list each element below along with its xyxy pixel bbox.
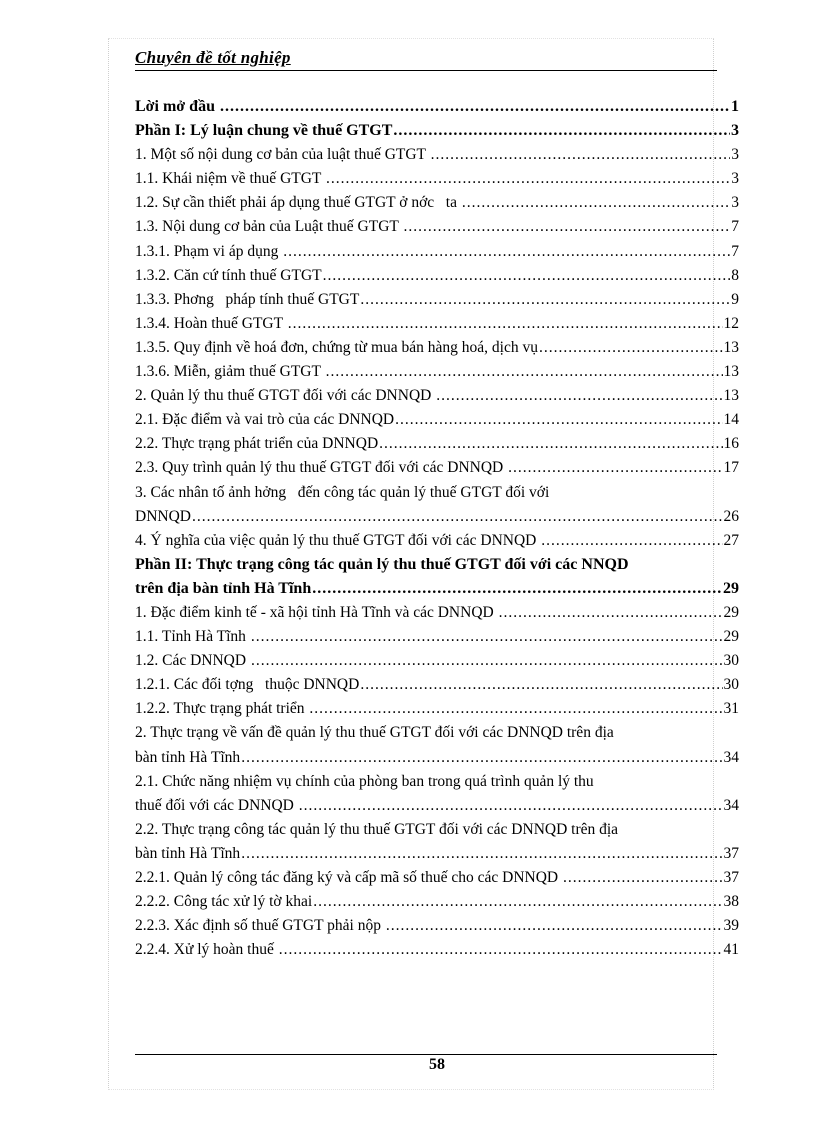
toc-dot-leader [309, 697, 722, 721]
toc-dot-leader [313, 890, 722, 914]
toc-entry-continued-line[interactable]: 3. Các nhân tố ảnh hởng đến công tác quản lý thuế GTGT đối với [135, 483, 550, 501]
toc-entry-title: 2.2.2. Công tác xử lý tờ khai [135, 893, 313, 911]
toc-entry-title: thuế đối với các DNNQD [135, 796, 298, 814]
toc-entry[interactable] [135, 529, 739, 553]
toc-entry-page: 3 [731, 170, 739, 188]
toc-entry-title: 1.2.2. Thực trạng phát triển [135, 700, 309, 718]
toc-dot-leader [403, 215, 730, 239]
toc-entry[interactable] [135, 336, 739, 360]
toc-entry[interactable] [135, 408, 739, 432]
page-header [135, 48, 717, 71]
toc-entry-title: 2.1. Đặc điểm và vai trò của các DNNQD [135, 411, 395, 429]
toc-entry-page: 3 [731, 146, 739, 164]
toc-entry-page: 9 [731, 290, 739, 308]
toc-entry-title: 2.2. Thực trạng phát triển của DNNQD [135, 435, 379, 453]
toc-entry-title: 2.2.1. Quản lý công tác đăng ký và cấp mã số thuế cho các DNNQD [135, 869, 562, 886]
toc-dot-leader [563, 866, 723, 890]
toc-entry-page: 37 [723, 844, 739, 862]
toc-entry-page: 29 [723, 628, 739, 646]
toc-entry-continued-line[interactable]: Phần II: Thực trạng công tác quản lý thu thuế GTGT đối với các NNQD [135, 555, 629, 573]
toc-dot-leader [541, 529, 722, 553]
toc-entry[interactable] [135, 312, 739, 336]
toc-entry-page: 16 [723, 435, 739, 453]
toc-entry[interactable] [135, 240, 739, 264]
toc-entry-page: 38 [723, 893, 739, 911]
toc-entry-title: 1.3.2. Căn cứ tính thuế GTGT [135, 266, 322, 284]
toc-entry-title: DNNQD [135, 507, 191, 525]
toc-entry-title: bàn tỉnh Hà Tĩnh [135, 844, 241, 862]
toc-dot-leader [539, 336, 723, 360]
toc-entry[interactable] [135, 625, 739, 649]
toc-dot-leader [241, 746, 722, 770]
toc-entry[interactable] [135, 95, 739, 119]
toc-entry[interactable] [135, 746, 739, 770]
toc-entry[interactable] [135, 673, 739, 697]
toc-entry-page: 41 [723, 941, 739, 959]
toc-entry[interactable] [135, 842, 739, 866]
toc-entry-page: 29 [723, 603, 739, 621]
toc-entry-page: 26 [723, 507, 739, 525]
toc-entry-title: 1.3.1. Phạm vi áp dụng [135, 242, 283, 260]
toc-entry[interactable] [135, 215, 739, 239]
toc-entry-title: 1.2. Các DNNQD [135, 652, 250, 670]
toc-entry-page: 3 [731, 194, 739, 212]
toc-entry-title: 1.1. Tỉnh Hà Tĩnh [135, 628, 250, 646]
toc-entry-page: 13 [723, 338, 739, 356]
toc-entry-title: 1.3.5. Quy định về hoá đơn, chứng từ mua bán hàng hoá, dịch vụ [135, 338, 538, 356]
toc-dot-leader [499, 601, 723, 625]
toc-entry[interactable] [135, 890, 739, 914]
toc-entry-title: trên địa bàn tỉnh Hà Tĩnh [135, 579, 312, 597]
footer-page-number: 58 [429, 1056, 445, 1073]
toc-entry[interactable] [135, 505, 739, 529]
toc-entry-title: 2.2.4. Xử lý hoàn thuế [135, 941, 278, 959]
toc-dot-leader [279, 938, 723, 962]
toc-entry[interactable] [135, 360, 739, 384]
toc-entry[interactable] [135, 167, 739, 191]
toc-entry-continued-line[interactable]: 2.1. Chức năng nhiệm vụ chính của phòng ban trong quá trình quản lý thu [135, 772, 594, 790]
toc-entry-page: 1 [731, 98, 739, 115]
toc-entry-page: 39 [723, 917, 739, 935]
toc-dot-leader [326, 360, 723, 384]
toc-dot-leader [220, 95, 730, 119]
toc-entry-title: 2.3. Quy trình quản lý thu thuế GTGT đối với các DNNQD [135, 459, 508, 477]
toc-dot-leader [299, 794, 723, 818]
toc-entry-title: 1.3.6. Miễn, giảm thuế GTGT [135, 363, 325, 381]
toc-entry-continued-line[interactable]: 2. Thực trạng về vấn đề quản lý thu thuế GTGT đối với các DNNQD trên địa [135, 724, 614, 742]
toc-dot-leader [386, 914, 723, 938]
toc-entry-title: 1.3.3. Phơng pháp tính thuế GTGT [135, 290, 360, 308]
toc-entry-title: 1.1. Khái niệm về thuế GTGT [135, 170, 325, 188]
toc-entry-page: 30 [723, 676, 739, 694]
toc-entry-title: 1.2. Sự cần thiết phải áp dụng thuế GTGT ở nớc ta [135, 194, 461, 212]
toc-entry-page: 34 [723, 796, 739, 814]
toc-dot-leader [360, 673, 722, 697]
toc-dot-leader [393, 119, 730, 143]
toc-entry-page: 31 [723, 700, 739, 718]
toc-entry-page: 14 [723, 411, 739, 429]
header-title: Chuyên đề tốt nghiệp [135, 48, 291, 67]
toc-entry-title: 2.2.3. Xác định số thuế GTGT phải nộp [135, 917, 385, 935]
toc-entry-page: 27 [723, 531, 739, 549]
toc-entry-title: 2. Quản lý thu thuế GTGT đối với các DNNQD [135, 387, 436, 405]
toc-entry[interactable] [135, 119, 739, 143]
toc-dot-leader [360, 288, 730, 312]
toc-dot-leader [326, 167, 730, 191]
toc-entry[interactable] [135, 601, 739, 625]
toc-dot-leader [431, 143, 731, 167]
toc-entry-page: 17 [723, 459, 739, 477]
toc-entry[interactable] [135, 264, 739, 288]
toc-dot-leader [288, 312, 723, 336]
toc-entry-page: 30 [723, 652, 739, 670]
toc-entry-title: Phần I: Lý luận chung về thuế GTGT [135, 122, 393, 140]
toc-entry-page: 34 [723, 748, 739, 766]
toc-entry-title: 1. Một số nội dung cơ bản của luật thuế GTGT [135, 146, 430, 164]
toc-entry-page: 12 [723, 314, 739, 332]
toc-entry[interactable] [135, 938, 739, 962]
toc-entry[interactable] [135, 914, 739, 938]
toc-entry[interactable] [135, 432, 739, 456]
toc-dot-leader [508, 456, 722, 480]
toc-dot-leader [283, 240, 730, 264]
toc-dot-leader [395, 408, 722, 432]
toc-dot-leader [251, 625, 723, 649]
toc-dot-leader [462, 191, 730, 215]
toc-dot-leader [241, 842, 722, 866]
toc-entry-page: 13 [723, 387, 739, 405]
toc-entry[interactable] [135, 577, 739, 601]
toc-entry[interactable] [135, 191, 739, 215]
toc-entry-page: 13 [723, 363, 739, 381]
toc-entry-page: 8 [731, 266, 739, 284]
toc-entry-title: 1.3. Nội dung cơ bản của Luật thuế GTGT [135, 218, 403, 236]
footer-rule [135, 1054, 717, 1055]
toc-entry-page: 3 [731, 122, 739, 140]
toc-entry-page: 7 [731, 242, 739, 260]
toc-entry-title: 1. Đặc điểm kinh tế - xã hội tỉnh Hà Tĩnh và các DNNQD [135, 603, 498, 621]
toc-entry-page: 7 [731, 218, 739, 236]
toc-dot-leader [323, 264, 731, 288]
toc-entry-page: 29 [723, 579, 739, 597]
toc-entry[interactable] [135, 649, 739, 673]
toc-entry[interactable] [135, 143, 739, 167]
toc-entry[interactable] [135, 456, 739, 480]
toc-dot-leader [251, 649, 723, 673]
toc-entry[interactable] [135, 288, 739, 312]
toc-entry-continued-line[interactable]: 2.2. Thực trạng công tác quản lý thu thuế GTGT đối với các DNNQD trên địa [135, 820, 619, 838]
toc-entry[interactable] [135, 384, 739, 408]
toc-entry-title: 4. Ý nghĩa của việc quản lý thu thuế GTGT đối với các DNNQD [135, 531, 541, 549]
toc-dot-leader [192, 505, 723, 529]
toc-entry-page: 37 [723, 869, 739, 886]
toc-dot-leader [436, 384, 722, 408]
toc-entry-title: bàn tỉnh Hà Tĩnh [135, 748, 241, 766]
table-of-contents [135, 95, 739, 962]
toc-entry[interactable] [135, 794, 739, 818]
toc-dot-leader [312, 577, 722, 601]
toc-entry-title: 1.2.1. Các đối tợng thuộc DNNQD [135, 676, 360, 694]
toc-entry[interactable] [135, 866, 739, 890]
toc-entry[interactable] [135, 697, 739, 721]
toc-entry-title: 1.3.4. Hoàn thuế GTGT [135, 314, 287, 332]
toc-dot-leader [379, 432, 722, 456]
toc-entry-title: Lời mở đầu [135, 98, 219, 115]
